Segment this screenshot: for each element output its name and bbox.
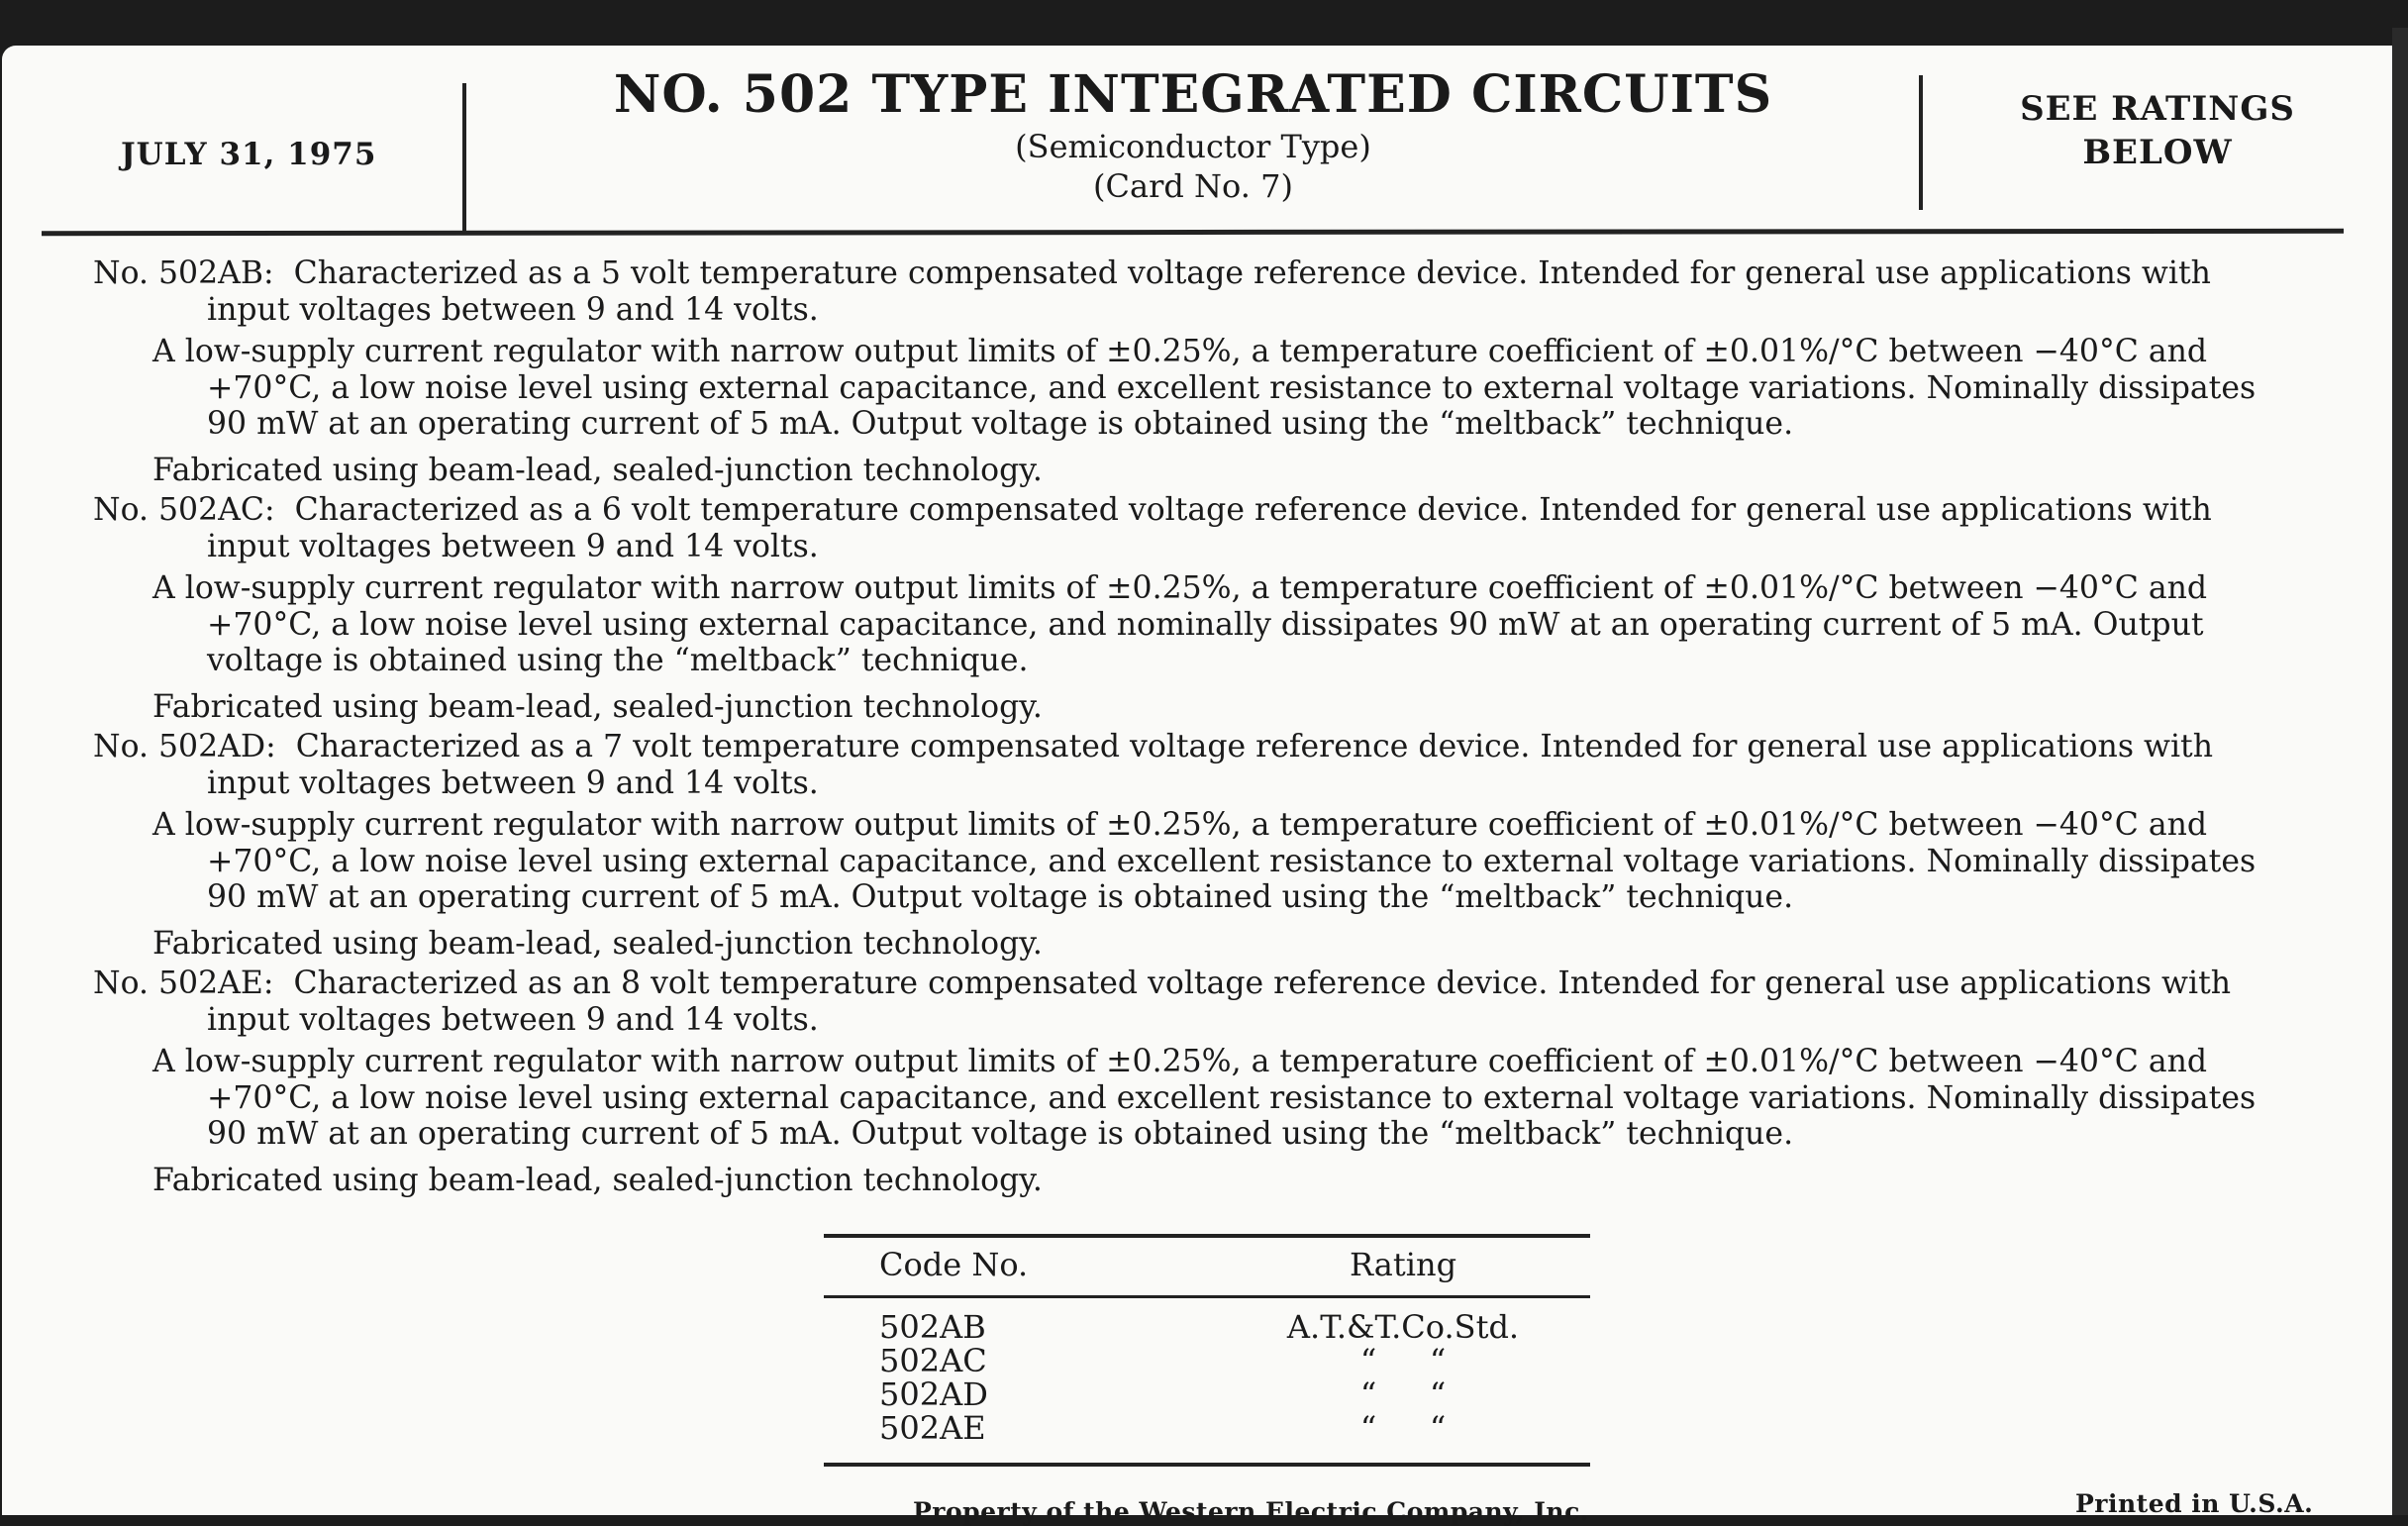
ratings-table [824,1234,1590,1467]
item-details: A low-supply current regulator with narrow output limits of ±0.25%, a temperature coefficient of ±0.01%/°C between −40°C and +70°C, a low noise level using external capacitance, and excellent resistance to external voltage variations. Nominally dissipates 90 mW at an operating current of 5 mA. Output voltage is obtained using the “meltback” technique. [152,334,2257,442]
ratings-note [1923,87,2392,174]
item-heading [93,492,2301,564]
description-body [93,255,2301,1202]
row-code: 502AD [879,1375,988,1413]
item-fabrication: Fabricated using beam-lead, sealed-junction technology. [152,925,1043,962]
item-502ae [93,966,2301,1198]
header-center [467,63,1919,206]
ditto-mark: “ [1429,1342,1447,1379]
item-heading [93,966,2301,1038]
row-code: 502AE [879,1409,986,1447]
document-title: NO. 502 TYPE INTEGRATED CIRCUITS [613,64,1773,125]
card-edge-background [2392,28,2408,1515]
item-heading [93,255,2301,328]
row-rating-ditto [1216,1344,1590,1377]
item-summary: Characterized as a 7 volt temperature compensated voltage reference device. Intended for general use applications with input voltages between 9 and 14 volts. [207,729,2214,801]
item-fabrication: Fabricated using beam-lead, sealed-junction technology. [152,688,1043,725]
item-code: No. 502AE: [93,966,274,1001]
table-row [824,1344,1590,1377]
ratings-note-line1: SEE RATINGS [2020,89,2295,129]
property-notice: Property of the Western Electric Company, Inc. [913,1497,1590,1526]
item-code: No. 502AC: [93,492,275,528]
table-row [824,1377,1590,1411]
item-heading [93,729,2301,801]
item-summary: Characterized as a 5 volt temperature compensated voltage reference device. Intended for general use applications with input voltages between 9 and 14 volts. [207,255,2211,328]
card-header [2,46,2392,234]
item-details: A low-supply current regulator with narrow output limits of ±0.25%, a temperature coefficient of ±0.01%/°C between −40°C and +70°C, a low noise level using external capacitance, and excellent resistance to external voltage variations. Nominally dissipates 90 mW at an operating current of 5 mA. Output voltage is obtained using the “meltback” technique. [152,1044,2257,1152]
item-details: A low-supply current regulator with narrow output limits of ±0.25%, a temperature coefficient of ±0.01%/°C between −40°C and +70°C, a low noise level using external capacitance, and nominally dissipates 90 mW at an operating current of 5 mA. Output voltage is obtained using the “meltback” technique. [152,570,2208,678]
ditto-mark: “ [1429,1375,1447,1413]
item-code: No. 502AD: [93,729,276,764]
row-rating-ditto [1216,1411,1590,1445]
document-subtitle: (Semiconductor Type) [1015,128,1371,165]
table-row [824,1411,1590,1445]
spec-card [2,46,2392,1526]
row-code: 502AB [879,1308,986,1346]
row-rating-ditto [1216,1377,1590,1411]
item-502ac [93,492,2301,725]
row-code: 502AC [879,1342,987,1379]
table-body [824,1298,1590,1445]
item-502ad [93,729,2301,962]
table-row [824,1310,1590,1344]
header-rule [42,229,2344,236]
card-number: (Card No. 7) [1093,167,1293,205]
row-rating: A.T.&T.Co.Std. [1286,1308,1520,1346]
printed-notice: Printed in U.S.A. [2075,1489,2314,1518]
item-summary: Characterized as a 6 volt temperature compensated voltage reference device. Intended for general use applications with input voltages between 9 and 14 volts. [207,492,2212,564]
header-code-no: Code No. [879,1246,1029,1283]
item-details: A low-supply current regulator with narrow output limits of ±0.25%, a temperature coefficient of ±0.01%/°C between −40°C and +70°C, a low noise level using external capacitance, and excellent resistance to external voltage variations. Nominally dissipates 90 mW at an operating current of 5 mA. Output voltage is obtained using the “meltback” technique. [152,807,2257,915]
item-fabrication: Fabricated using beam-lead, sealed-junction technology. [152,1162,1043,1198]
table-rule-bottom [824,1463,1590,1467]
header-rating: Rating [1349,1246,1457,1283]
ratings-note-line2: BELOW [2082,133,2233,172]
ditto-mark: “ [1429,1409,1447,1447]
item-code: No. 502AB: [93,255,274,291]
table-header-row [824,1238,1590,1291]
item-summary: Characterized as an 8 volt temperature compensated voltage reference device. Intended for general use applications with input voltages between 9 and 14 volts. [207,966,2232,1038]
ditto-mark: “ [1359,1375,1377,1413]
ditto-mark: “ [1359,1342,1377,1379]
item-502ab [93,255,2301,488]
header-divider-left [462,83,466,232]
item-fabrication: Fabricated using beam-lead, sealed-junction technology. [152,452,1043,488]
issue-date: JULY 31, 1975 [121,137,377,172]
ditto-mark: “ [1359,1409,1377,1447]
